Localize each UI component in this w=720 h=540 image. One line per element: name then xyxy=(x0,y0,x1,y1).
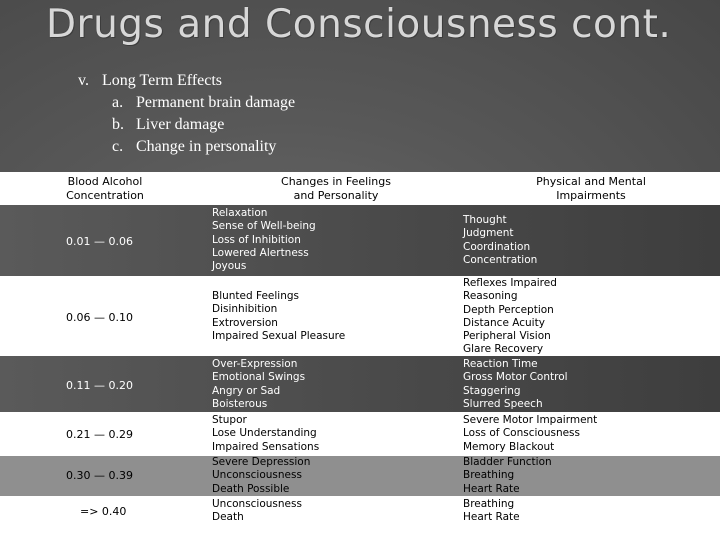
feelings-cell: Stupor Lose Understanding Impaired Sensations xyxy=(212,414,320,453)
impairments-cell: Reaction Time Gross Motor Control Staggering Slurred Speech xyxy=(463,358,568,410)
table-header xyxy=(0,172,720,205)
table-row xyxy=(0,205,720,276)
bac-cell: 0.21 — 0.29 xyxy=(66,428,133,441)
header-feelings: Changes in Feelings and Personality xyxy=(281,175,391,202)
outline-letter: a. xyxy=(112,94,124,111)
outline-text: Permanent brain damage xyxy=(136,94,296,111)
outline-text: Change in personality xyxy=(136,138,277,155)
slide-title: Drugs and Consciousness cont. xyxy=(46,2,672,47)
impairments-cell: Severe Motor Impairment Loss of Consciousness Memory Blackout xyxy=(463,414,598,453)
bac-cell: 0.01 — 0.06 xyxy=(66,235,133,248)
table-row xyxy=(0,456,720,496)
outline-item xyxy=(64,92,295,114)
outline-letter: b. xyxy=(112,116,124,133)
bac-cell: 0.06 — 0.10 xyxy=(66,311,133,324)
outline-item xyxy=(64,114,295,136)
feelings-cell: Over-Expression Emotional Swings Angry or Sad Boisterous xyxy=(212,358,306,410)
feelings-cell: Unconsciousness Death xyxy=(212,498,302,524)
outline-text: Long Term Effects xyxy=(102,72,223,89)
feelings-cell: Blunted Feelings Disinhibition Extroversion Impaired Sexual Pleasure xyxy=(212,290,346,342)
feelings-cell: Relaxation Sense of Well-being Loss of Inhibition Lowered Alertness Joyous xyxy=(212,207,316,273)
bac-effects-table xyxy=(0,172,720,540)
impairments-cell: Thought Judgment Coordination Concentration xyxy=(463,214,538,266)
outline-item-main xyxy=(64,70,295,92)
table-row xyxy=(0,412,720,456)
bac-cell: 0.30 — 0.39 xyxy=(66,469,133,482)
impairments-cell: Bladder Function Breathing Heart Rate xyxy=(463,456,552,495)
table-row xyxy=(0,496,720,540)
outline-letter: c. xyxy=(112,138,124,155)
table-row xyxy=(0,276,720,356)
outline-text: Liver damage xyxy=(136,116,225,133)
impairments-cell: Reflexes Impaired Reasoning Depth Perception Distance Acuity Peripheral Vision Glare Recovery xyxy=(463,277,557,356)
header-bac: Blood Alcohol Concentration xyxy=(66,175,144,202)
impairments-cell: Breathing Heart Rate xyxy=(463,498,520,524)
outline-list xyxy=(64,70,295,158)
feelings-cell: Severe Depression Unconsciousness Death Possible xyxy=(212,456,311,495)
bac-cell: 0.11 — 0.20 xyxy=(66,379,133,392)
table-row xyxy=(0,356,720,412)
outline-item xyxy=(64,136,295,158)
bac-cell: => 0.40 xyxy=(80,505,127,518)
header-impairments: Physical and Mental Impairments xyxy=(536,175,646,202)
outline-number: v. xyxy=(78,72,89,89)
